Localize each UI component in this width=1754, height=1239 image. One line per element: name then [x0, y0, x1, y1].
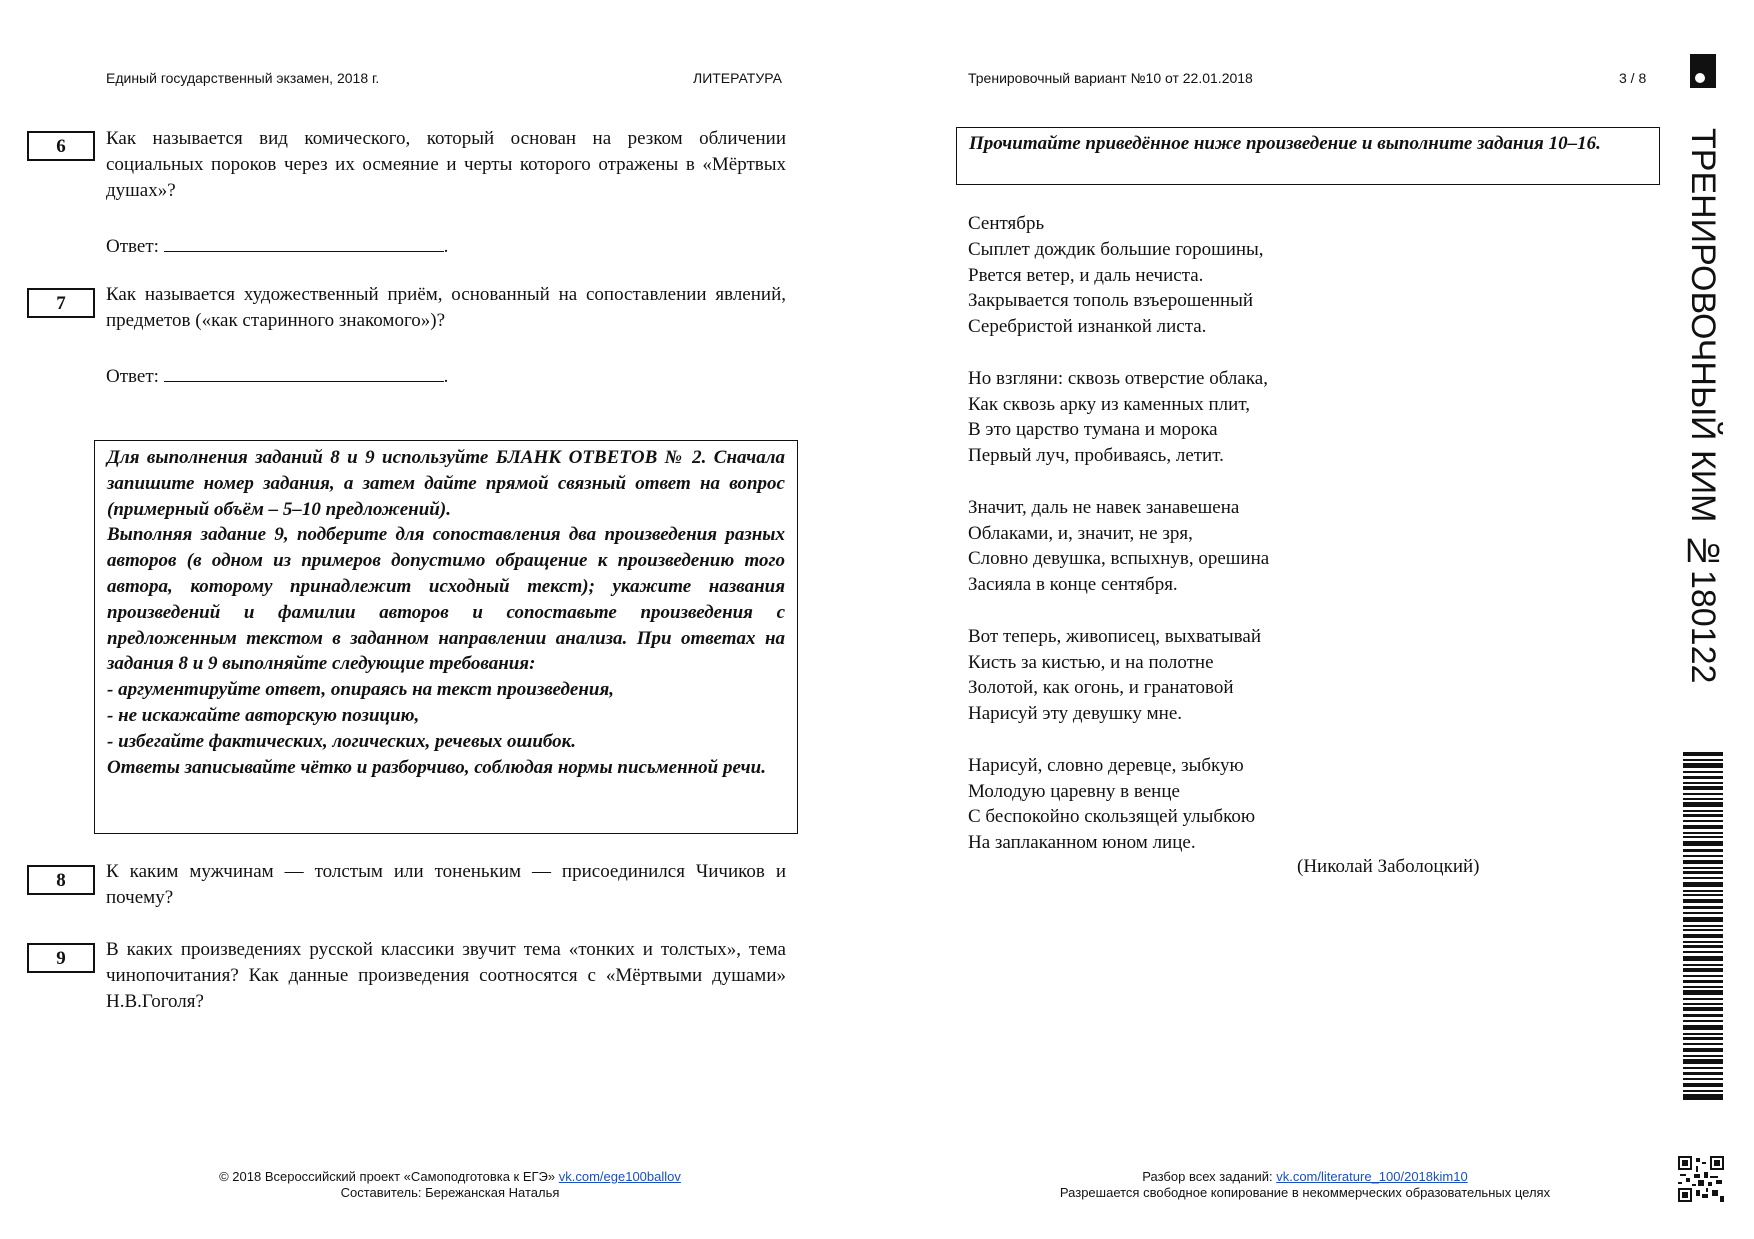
poem-title: Сентябрь	[968, 213, 1045, 234]
instruction-requirement: - избегайте фактических, логических, речевых ошибок.	[107, 730, 577, 752]
footer-author: Составитель: Бережанская Наталья	[340, 1185, 560, 1200]
task-question: В каких произведениях русской классики звучит тема «тонких и толстых», тема чинопочитания? Как данные произведения соотносятся с «Мёртвыми душами» Н.В.Гоголя?	[106, 939, 786, 1012]
answer-end: .	[443, 366, 449, 387]
answer-end: .	[443, 236, 449, 257]
instruction-paragraph: Выполняя задание 9, подберите для сопоставления два произведения разных авторов (в одном из примеров допустимо обращение к произведению того автора, которому принадлежит исходный текст); укажите названия произведений и фамилии авторов и сопоставьте произведения с предложенным текстом в заданном направлении анализа. При ответах на задания 8 и 9 выполняйте следующие требования:	[107, 524, 785, 675]
poem-line: Рвется ветер, и даль нечиста.	[968, 264, 1204, 286]
task-number: 9	[27, 943, 95, 973]
answer-field[interactable]	[106, 233, 448, 258]
poem-line: Облаками, и, значит, не зря,	[968, 522, 1193, 544]
footer-copyright: © 2018 Всероссийский проект «Самоподготовка к ЕГЭ»	[219, 1169, 559, 1184]
answer-label: Ответ:	[106, 236, 159, 257]
instruction-requirement: - аргументируйте ответ, опираясь на текст произведения,	[107, 679, 615, 701]
poem-line: Но взгляни: сквозь отверстие облака,	[968, 367, 1268, 389]
task-number: 7	[27, 288, 95, 318]
instruction-requirement: - не искажайте авторскую позицию,	[107, 704, 420, 726]
answer-field[interactable]	[106, 363, 448, 388]
poem-line: Первый луч, пробиваясь, летит.	[968, 445, 1224, 467]
task-question: Как называется художественный приём, основанный на сопоставлении явлений, предметов («как старинного знакомого»)?	[106, 284, 786, 331]
poem-line: Засияла в конце сентября.	[968, 574, 1178, 596]
poem-line: В это царство тумана и морока	[968, 419, 1218, 441]
footer-link-analysis[interactable]: vk.com/literature_100/2018kim10	[1276, 1169, 1468, 1184]
task-question: Как называется вид комического, который основан на резком обличении социальных пороков через их осмеяние и черты которого отражены в «Мёртвых душах»?	[106, 128, 786, 201]
answer-line[interactable]	[164, 363, 444, 382]
poem-line: Значит, даль не навек занавешена	[968, 496, 1240, 518]
instruction-paragraph: Для выполнения заданий 8 и 9 используйте БЛАНК ОТВЕТОВ № 2. Сначала запишите номер задания, а затем дайте прямой связный ответ на вопрос (примерный объём – 5–10 предложений).	[107, 447, 785, 520]
instruction-paragraph: Ответы записывайте чётко и разборчиво, соблюдая нормы письменной речи.	[107, 756, 766, 778]
task-number: 8	[27, 865, 95, 895]
poem-line: Закрывается тополь взъерошенный	[968, 290, 1254, 312]
poem-line: Как сквозь арку из каменных плит,	[968, 393, 1250, 415]
footer-analysis-label: Разбор всех заданий:	[1142, 1169, 1277, 1184]
side-title: ТРЕНИРОВОЧНЫЙ КИМ №180122	[1684, 128, 1722, 684]
header-subject: ЛИТЕРАТУРА	[693, 70, 782, 86]
footer-left	[150, 1169, 750, 1201]
poem-line: Нарисуй эту девушку мне.	[968, 703, 1183, 725]
footer-right	[1005, 1169, 1605, 1201]
barcode-icon	[1683, 752, 1723, 1100]
instruction-box	[94, 440, 798, 834]
poem-line: Серебристой изнанкой листа.	[968, 316, 1207, 338]
reading-instruction-box: Прочитайте приведённое ниже произведение и выполните задания 10–16.	[956, 127, 1660, 185]
poem-line: Кисть за кистью, и на полотне	[968, 651, 1214, 673]
poem-author: (Николай Заболоцкий)	[1297, 856, 1480, 877]
task-number: 6	[27, 131, 95, 161]
footer-link-vk[interactable]: vk.com/ege100ballov	[558, 1169, 681, 1184]
answer-label: Ответ:	[106, 366, 159, 387]
corner-marker-icon	[1690, 54, 1716, 88]
header-page: 3 / 8	[1619, 70, 1647, 86]
qr-code-icon	[1678, 1156, 1724, 1202]
poem-line: Золотой, как огонь, и гранатовой	[968, 677, 1234, 699]
answer-line[interactable]	[164, 233, 444, 252]
poem-line: Вот теперь, живописец, выхватывай	[968, 625, 1262, 647]
poem	[968, 211, 1269, 856]
poem-line: С беспокойно скользящей улыбкою	[968, 806, 1256, 828]
poem-line: Нарисуй, словно деревце, зыбкую	[968, 754, 1244, 776]
header-exam: Единый государственный экзамен, 2018 г.	[106, 70, 380, 86]
task-question: К каким мужчинам — толстым или тоненьким — присоединился Чичиков и почему?	[106, 861, 786, 908]
poem-line: Молодую царевну в венце	[968, 780, 1180, 802]
poem-line: Сыплет дождик большие горошины,	[968, 238, 1264, 260]
poem-line: На заплаканном юном лице.	[968, 832, 1196, 854]
poem-line: Словно девушка, вспыхнув, орешина	[968, 548, 1270, 570]
footer-license: Разрешается свободное копирование в некоммерческих образовательных целях	[1059, 1185, 1551, 1200]
header-variant: Тренировочный вариант №10 от 22.01.2018	[968, 70, 1253, 86]
